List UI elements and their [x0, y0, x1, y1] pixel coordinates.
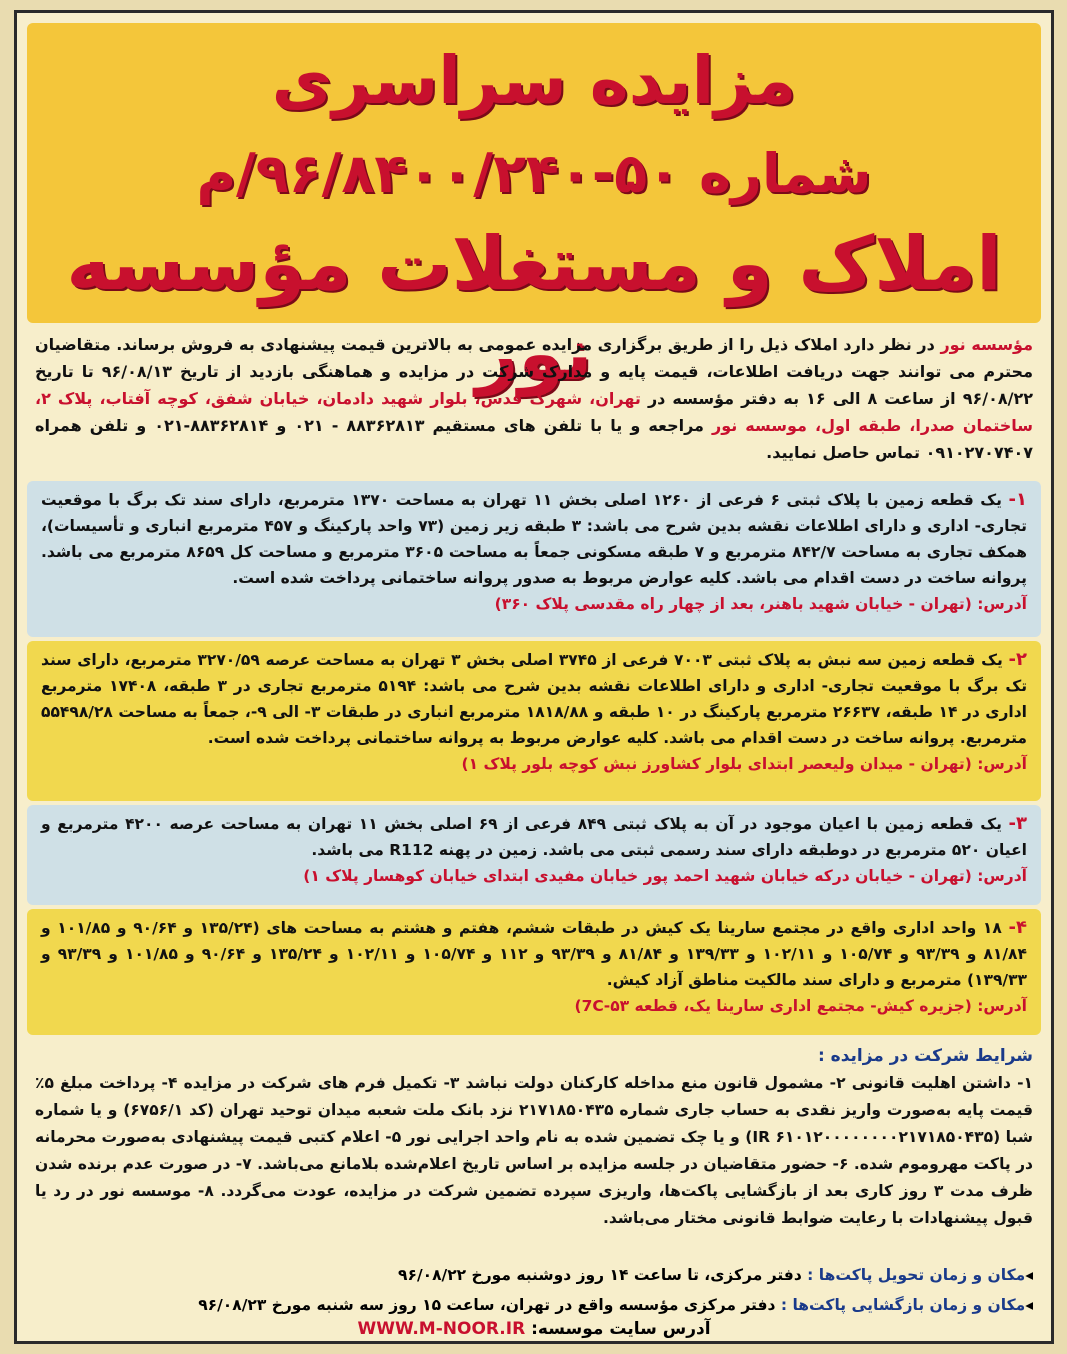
- opening-line: [35, 1293, 1033, 1317]
- item-address: آدرس: (تهران - خیابان شهید باهنر، بعد از چهار راه مقدسی پلاک ۳۶۰): [494, 595, 1027, 613]
- org-name: مؤسسه نور: [940, 335, 1033, 354]
- opening-value: دفتر مرکزی مؤسسه واقع در تهران، ساعت ۱۵ روز سه شنبه مورخ ۹۶/۰۸/۲۳: [198, 1296, 781, 1314]
- item-text: ۱۸ واحد اداری واقع در مجتمع سارینا یک کیش در طبقات ششم، هفتم و هشتم به مساحت های (۱۳۵/۲۴ و ۹۰/۶۴ و ۱۰۱/۸۵ و ۸۱/۸۴ و ۹۳/۳۹ و ۱۰۵/۷۴ و ۱۰۲/۱۱ و ۱۳۹/۳۳ و ۸۱/۸۴ و ۹۳/۳۹ و ۱۱۲ و ۱۰۵/۷۴ و ۱۰۲/۱۱ و ۱۳۵/۲۴ و ۹۰/۶۴ و ۱۰۱/۸۵ و ۹۳/۳۹ و ۱۳۹/۳۳) مترمربع و دارای سند مالکیت مناطق آزاد کیش.: [41, 919, 1027, 989]
- item-number: ۱-: [1008, 489, 1027, 510]
- newspaper-ad: [14, 10, 1054, 1344]
- item-address: آدرس: (تهران - خیابان درکه خیابان شهید احمد پور خیابان مفیدی ابتدای خیابان کوهسار پلاک ۱): [303, 867, 1027, 885]
- conditions-heading: شرایط شرکت در مزایده :: [817, 1046, 1033, 1066]
- item-address: آدرس: (جزیره کیش- مجتمع اداری سارینا یک، قطعه ۵۳-7C): [574, 997, 1027, 1015]
- conditions-text: ۱- داشتن اهلیت قانونی ۲- مشمول قانون منع مداخله کارکنان دولت نباشد ۳- تکمیل فرم های شرکت در مزایده ۴- پرداخت مبلغ ۵٪ قیمت پایه به‌صورت واریز نقدی به حساب جاری شماره ۲۱۷۱۸۵۰۴۳۵ نزد بانک ملت شعبه میدان توحید تهران (کد ۶۷۵۶/۱) و یا شماره شبا (IR ۶۱۰۱۲۰۰۰۰۰۰۰۰۲۱۷۱۸۵۰۴۳۵) و یا چک تضمین شده به نام واحد اجرایی نور ۵- اعلام کتبی قیمت پیشنهادی به‌صورت محرمانه در پاکت مهروموم شده. ۶- حضور متقاضیان در جلسه مزایده بر اساس تاریخ اعلام‌شده بلامانع می‌باشد. ۷- در صورت عدم برنده شدن ظرف مدت ۳ روز کاری بعد از بازگشایی پاکت‌ها، واریزی سپرده تضمین شرکت در مزایده، عودت می‌گردد. ۸- موسسه نور در رد یا قبول پیشنهادات با رعایت ضوابط قانونی مختار می‌باشد.: [35, 1074, 1034, 1227]
- conditions-section: [35, 1043, 1033, 1232]
- delivery-line: [35, 1263, 1033, 1287]
- delivery-value: دفتر مرکزی، تا ساعت ۱۴ روز دوشنبه مورخ ۹۶/۰۸/۲۲: [398, 1266, 808, 1284]
- ad-subtitle: املاک و مستغلات مؤسسه نور: [66, 221, 1002, 397]
- item-text: یک قطعه زمین با اعیان موجود در آن به پلاک ثبتی ۸۴۹ فرعی از ۶۹ اصلی بخش ۱۱ تهران به مساحت عرصه ۴۲۰۰ مترمربع و اعیان ۵۲۰ مترمربع در دوطبقه دارای سند رسمی ثبتی می باشد. زمین در پهنه R112 می باشد.: [41, 815, 1027, 859]
- office-address: تهران، شهرک قدس، بلوار شهید دادمان، خیابان شفق، کوچه آفتاب، پلاک ۲، ساختمان صدرا، طبقه اول، موسسه نور: [35, 389, 1034, 435]
- delivery-label: مکان و زمان تحویل پاکت‌ها :: [807, 1266, 1026, 1284]
- item-number: ۴-: [1008, 917, 1027, 938]
- intro-paragraph: [35, 331, 1033, 466]
- ad-number: شماره ۵۰-۹۶/۸۴۰۰/۲۴۰/م: [196, 142, 872, 205]
- property-item-2: [27, 641, 1041, 801]
- item-text: یک قطعه زمین سه نبش به پلاک ثبتی ۷۰۰۳ فرعی از ۳۷۴۵ اصلی بخش ۳ تهران به مساحت عرصه ۳۲۷۰/۵۹ مترمربع، دارای سند تک برگ با موقعیت تجاری- اداری و دارای اطلاعات نقشه بدین شرح می باشد: ۵۱۹۴ مترمربع تجاری در ۳ طبقه، ۱۷۴۰۸ مترمربع اداری در ۱۴ طبقه، ۲۶۶۳۷ مترمربع پارکینگ در ۱۰ طبقه و ۱۸۱۸/۸۸ مترمربع انباری در طبقات ۳- الی ۹-، جمعاً به مساحت ۵۵۴۹۸/۲۸ مترمربع. پروانه ساخت در دست اقدام می باشد. کلیه عوارض مربوط به پروانه ساختمانی پرداخت شده است.: [41, 651, 1028, 747]
- bullet-icon: ◂: [1025, 1266, 1033, 1284]
- ad-title: مزایده سراسری: [271, 42, 797, 119]
- website-line: [17, 1319, 1051, 1339]
- item-address: آدرس: (تهران - میدان ولیعصر ابتدای بلوار کشاورز نبش کوچه بلور پلاک ۱): [461, 755, 1027, 773]
- property-item-1: [27, 481, 1041, 637]
- website-label: آدرس سایت موسسه:: [525, 1319, 711, 1339]
- intro-text-1: در نظر دارد املاک ذیل را از طریق برگزاری مزایده عمومی به بالاترین قیمت پیشنهادی به فروش برساند. متقاضیان محترم می توانند جهت دریافت اطلاعات، قیمت پایه و مدارک شرکت در مزایده و هماهنگی بازدید از تاریخ ۹۶/۰۸/۱۳ تا تاریخ ۹۶/۰۸/۲۲ از ساعت ۸ الی ۱۶ به دفتر مؤسسه در: [35, 335, 1034, 408]
- item-number: ۲-: [1008, 649, 1027, 670]
- property-item-4: [27, 909, 1041, 1035]
- property-item-3: [27, 805, 1041, 905]
- item-text: یک قطعه زمین با پلاک ثبتی ۶ فرعی از ۱۲۶۰ اصلی بخش ۱۱ تهران به مساحت ۱۳۷۰ مترمربع، دارای سند تک برگ با موقعیت تجاری- اداری و دارای اطلاعات نقشه بدین شرح می باشد: ۳ طبقه زیر زمین (۷۳ واحد پارکینگ و ۴۵۷ مترمربع انباری و تأسیسات)، همکف تجاری به مساحت ۸۴۲/۷ مترمربع و ۷ طبقه مسکونی جمعاً به مساحت ۳۶۰۵ مترمربع و مساحت کل ۸۶۵۹ مترمربع می باشد. پروانه ساخت در دست اقدام می باشد. کلیه عوارض مربوط به صدور پروانه ساختمانی پرداخت شده است.: [41, 491, 1027, 587]
- website-link[interactable]: WWW.M-NOOR.IR: [357, 1319, 526, 1339]
- intro-text-2: مراجعه و یا با تلفن های مستقیم ۸۸۳۶۲۸۱۳ - ۰۲۱ و ۸۸۳۶۲۸۱۴-۰۲۱ و تلفن همراه ۰۹۱۰۲۷۰۷۴۰۷ تماس حاصل نمایید.: [35, 416, 1033, 462]
- bullet-icon: ◂: [1025, 1296, 1033, 1314]
- item-number: ۳-: [1008, 813, 1028, 834]
- opening-label: مکان و زمان بازگشایی پاکت‌ها :: [780, 1296, 1026, 1314]
